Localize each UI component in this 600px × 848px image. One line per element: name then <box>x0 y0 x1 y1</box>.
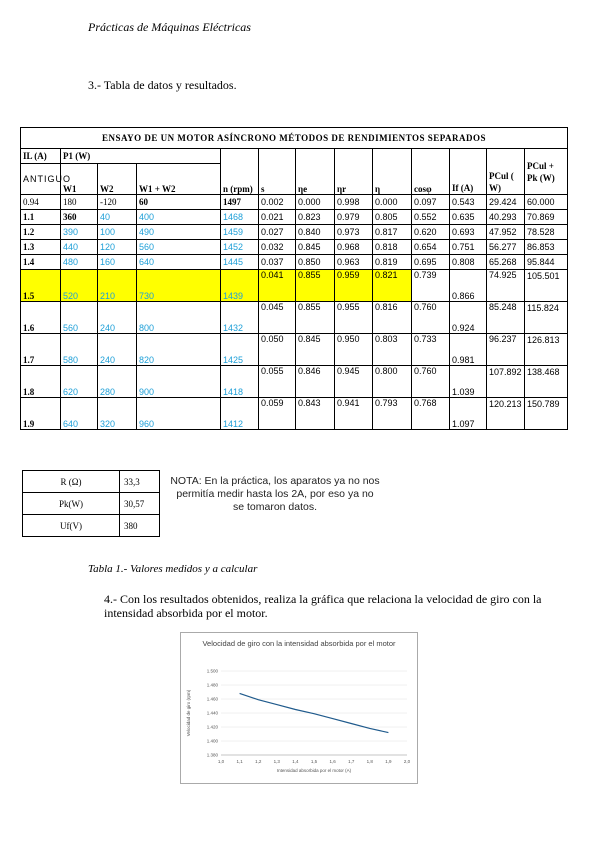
cell-if: 0.635 <box>450 210 487 225</box>
chart-y-tick-label: 1.420 <box>206 724 218 730</box>
cell-cos-phi: 0.739 <box>412 270 450 302</box>
cell-pcul-pk: 95.844 <box>525 255 568 270</box>
table-row <box>21 334 568 366</box>
chart-x-tick-label: 1,5 <box>310 759 318 764</box>
chart-x-tick-label: 1,4 <box>292 759 299 764</box>
cell-pcul: 85.248 <box>487 302 525 334</box>
cell-pcul: 40.293 <box>487 210 525 225</box>
chart-title: Velocidad de giro con la intensidad absorbida por el motor <box>202 639 396 648</box>
cell-s: 0.059 <box>259 398 296 430</box>
cell-w12: 820 <box>137 334 221 366</box>
chart-y-tick-label: 1.480 <box>206 682 218 688</box>
cell-eta-r: 0.941 <box>335 398 373 430</box>
chart-y-tick-label: 1.380 <box>206 752 218 758</box>
cell-w2: 40 <box>98 210 137 225</box>
cell-eta-r: 0.973 <box>335 225 373 240</box>
cell-w2: 100 <box>98 225 137 240</box>
param-pk-label: Pk(W) <box>23 493 120 515</box>
cell-eta-e: 0.850 <box>296 255 335 270</box>
table-row-highlighted <box>21 270 568 302</box>
cell-w2: 210 <box>98 270 137 302</box>
cell-eta-r: 0.950 <box>335 334 373 366</box>
cell-il: 1.2 <box>21 225 61 240</box>
chart-x-tick-label: 1,9 <box>385 759 392 764</box>
chart-y-tick-label: 1.400 <box>206 738 218 744</box>
cell-cos-phi: 0.695 <box>412 255 450 270</box>
chart-x-tick-label: 2,0 <box>403 759 411 764</box>
cell-eta: 0.817 <box>373 225 412 240</box>
param-r-label: R (Ω) <box>23 471 120 493</box>
cell-n: 1439 <box>221 270 259 302</box>
table-row <box>21 302 568 334</box>
cell-w12: 60 <box>137 195 221 210</box>
cell-eta: 0.800 <box>373 366 412 398</box>
cell-s: 0.055 <box>259 366 296 398</box>
cell-s: 0.027 <box>259 225 296 240</box>
cell-w1: 520 <box>61 270 98 302</box>
cell-cos-phi: 0.733 <box>412 334 450 366</box>
cell-cos-phi: 0.760 <box>412 302 450 334</box>
chart-y-tick-label: 1.500 <box>206 668 218 674</box>
cell-w2: 120 <box>98 240 137 255</box>
cell-eta-e: 0.846 <box>296 366 335 398</box>
cell-w2: 320 <box>98 398 137 430</box>
cell-w2: 240 <box>98 302 137 334</box>
chart-x-tick-label: 1,2 <box>255 759 262 764</box>
cell-w2: 240 <box>98 334 137 366</box>
chart-y-axis-label: Velocidad de giro (rpm) <box>186 689 191 737</box>
cell-s: 0.021 <box>259 210 296 225</box>
cell-s: 0.045 <box>259 302 296 334</box>
table-row <box>21 210 568 225</box>
cell-if: 0.543 <box>450 195 487 210</box>
chart-x-tick-label: 1,6 <box>329 759 336 764</box>
table-row <box>21 255 568 270</box>
cell-n: 1412 <box>221 398 259 430</box>
cell-pcul: 56.277 <box>487 240 525 255</box>
page-header: Prácticas de Máquinas Eléctricas <box>88 20 251 34</box>
cell-n: 1432 <box>221 302 259 334</box>
cell-eta-e: 0.855 <box>296 302 335 334</box>
cell-il: 1.7 <box>21 334 61 366</box>
chart-x-tick-label: 1,0 <box>217 759 225 764</box>
cell-eta-r: 0.955 <box>335 302 373 334</box>
cell-s: 0.041 <box>259 270 296 302</box>
cell-il: 0.94 <box>21 195 61 210</box>
cell-if: 0.924 <box>450 302 487 334</box>
cell-eta-e: 0.843 <box>296 398 335 430</box>
cell-eta-r: 0.945 <box>335 366 373 398</box>
cell-pcul-pk: 60.000 <box>525 195 568 210</box>
cell-w12: 900 <box>137 366 221 398</box>
cell-cos-phi: 0.768 <box>412 398 450 430</box>
cell-s: 0.050 <box>259 334 296 366</box>
cell-n: 1497 <box>221 195 259 210</box>
section-3-title: 3.- Tabla de datos y resultados. <box>88 78 237 92</box>
cell-eta-e: 0.840 <box>296 225 335 240</box>
cell-n: 1418 <box>221 366 259 398</box>
cell-cos-phi: 0.097 <box>412 195 450 210</box>
param-uf-value: 380 <box>120 515 160 537</box>
cell-s: 0.002 <box>259 195 296 210</box>
header-eta: η <box>373 149 412 195</box>
cell-pcul: 107.892 <box>487 366 525 398</box>
cell-pcul-pk: 86.853 <box>525 240 568 255</box>
param-uf-label: Uf(V) <box>23 515 120 537</box>
cell-pcul: 74.925 <box>487 270 525 302</box>
cell-eta-r: 0.963 <box>335 255 373 270</box>
cell-eta: 0.793 <box>373 398 412 430</box>
chart-y-tick-label: 1.440 <box>206 710 218 716</box>
cell-pcul-pk: 78.528 <box>525 225 568 240</box>
header-antiguo: ANTIGUO <box>21 164 61 195</box>
cell-if: 0.751 <box>450 240 487 255</box>
cell-il: 1.8 <box>21 366 61 398</box>
cell-pcul-pk: 138.468 <box>525 366 568 398</box>
cell-w12: 490 <box>137 225 221 240</box>
cell-eta: 0.816 <box>373 302 412 334</box>
cell-eta-e: 0.855 <box>296 270 335 302</box>
cell-eta-r: 0.968 <box>335 240 373 255</box>
cell-eta-r: 0.998 <box>335 195 373 210</box>
cell-il: 1.5 <box>21 270 61 302</box>
cell-eta: 0.821 <box>373 270 412 302</box>
cell-pcul: 29.424 <box>487 195 525 210</box>
cell-pcul-pk: 115.824 <box>525 302 568 334</box>
cell-cos-phi: 0.760 <box>412 366 450 398</box>
parameters-table <box>22 470 160 537</box>
cell-if: 0.693 <box>450 225 487 240</box>
cell-w1: 390 <box>61 225 98 240</box>
cell-w1: 360 <box>61 210 98 225</box>
cell-pcul-pk: 105.501 <box>525 270 568 302</box>
cell-eta-r: 0.959 <box>335 270 373 302</box>
chart-x-tick-label: 1,3 <box>273 759 280 764</box>
header-w1w2: W1 + W2 <box>137 164 221 195</box>
cell-eta: 0.819 <box>373 255 412 270</box>
cell-n: 1468 <box>221 210 259 225</box>
header-cos-phi: cosφ <box>412 149 450 195</box>
chart-plot <box>181 633 417 783</box>
cell-eta-r: 0.979 <box>335 210 373 225</box>
table-row <box>21 225 568 240</box>
cell-il: 1.4 <box>21 255 61 270</box>
cell-w12: 640 <box>137 255 221 270</box>
cell-pcul-pk: 70.869 <box>525 210 568 225</box>
cell-w12: 560 <box>137 240 221 255</box>
table-row <box>21 398 568 430</box>
header-s: s <box>259 149 296 195</box>
cell-w1: 580 <box>61 334 98 366</box>
cell-pcul: 47.952 <box>487 225 525 240</box>
cell-eta-e: 0.823 <box>296 210 335 225</box>
cell-il: 1.1 <box>21 210 61 225</box>
cell-w12: 400 <box>137 210 221 225</box>
note-text: NOTA: En la práctica, los aparatos ya no nos permitía medir hasta los 2A, por eso ya no se tomaron datos. <box>170 475 380 513</box>
chart-x-tick-label: 1,1 <box>236 759 243 764</box>
cell-if: 1.039 <box>450 366 487 398</box>
header-eta-r: ηr <box>335 149 373 195</box>
table-row <box>21 240 568 255</box>
cell-cos-phi: 0.654 <box>412 240 450 255</box>
chart-x-tick-label: 1,8 <box>366 759 373 764</box>
cell-eta-e: 0.845 <box>296 334 335 366</box>
chart-x-axis-label: Intensidad absorbida por el motor (A) <box>276 768 352 773</box>
cell-eta: 0.805 <box>373 210 412 225</box>
header-w2: W2 <box>98 164 137 195</box>
cell-if: 0.866 <box>450 270 487 302</box>
results-table <box>20 127 568 430</box>
header-n: n (rpm) <box>221 149 259 195</box>
table-title: ENSAYO DE UN MOTOR ASÍNCRONO MÉTODOS DE RENDIMIENTOS SEPARADOS <box>21 128 568 149</box>
cell-if: 0.808 <box>450 255 487 270</box>
cell-eta: 0.000 <box>373 195 412 210</box>
cell-pcul: 120.213 <box>487 398 525 430</box>
cell-cos-phi: 0.620 <box>412 225 450 240</box>
cell-w2: -120 <box>98 195 137 210</box>
cell-pcul: 65.268 <box>487 255 525 270</box>
cell-eta: 0.818 <box>373 240 412 255</box>
cell-w1: 480 <box>61 255 98 270</box>
cell-eta-e: 0.845 <box>296 240 335 255</box>
cell-w12: 730 <box>137 270 221 302</box>
cell-w1: 620 <box>61 366 98 398</box>
cell-il: 1.9 <box>21 398 61 430</box>
table-caption: Tabla 1.- Valores medidos y a calcular <box>88 563 258 575</box>
table-row <box>21 366 568 398</box>
cell-w1: 640 <box>61 398 98 430</box>
cell-w1: 180 <box>61 195 98 210</box>
header-w1: W1 <box>61 164 98 195</box>
header-p1: P1 (W) <box>61 149 221 164</box>
section-4-text: 4.- Con los resultados obtenidos, realiza la gráfica que relaciona la velocidad de giro con la intensidad absorbida por el motor. <box>104 592 542 620</box>
cell-w12: 800 <box>137 302 221 334</box>
cell-pcul-pk: 150.789 <box>525 398 568 430</box>
param-pk-value: 30,57 <box>120 493 160 515</box>
cell-w2: 280 <box>98 366 137 398</box>
cell-il: 1.6 <box>21 302 61 334</box>
cell-cos-phi: 0.552 <box>412 210 450 225</box>
chart-y-tick-label: 1.460 <box>206 696 218 702</box>
param-r-value: 33,3 <box>120 471 160 493</box>
cell-pcul-pk: 126.813 <box>525 334 568 366</box>
cell-w2: 160 <box>98 255 137 270</box>
header-pcul: PCul ( W) <box>487 149 525 195</box>
chart-x-tick-label: 1,7 <box>348 759 355 764</box>
cell-if: 1.097 <box>450 398 487 430</box>
cell-n: 1452 <box>221 240 259 255</box>
speed-current-chart <box>180 632 418 784</box>
header-eta-e: ηe <box>296 149 335 195</box>
cell-w1: 560 <box>61 302 98 334</box>
cell-il: 1.3 <box>21 240 61 255</box>
header-if: If (A) <box>450 149 487 195</box>
cell-w12: 960 <box>137 398 221 430</box>
table-row <box>21 195 568 210</box>
cell-if: 0.981 <box>450 334 487 366</box>
cell-eta: 0.803 <box>373 334 412 366</box>
cell-s: 0.037 <box>259 255 296 270</box>
cell-n: 1445 <box>221 255 259 270</box>
cell-eta-e: 0.000 <box>296 195 335 210</box>
cell-n: 1459 <box>221 225 259 240</box>
cell-s: 0.032 <box>259 240 296 255</box>
header-il: IL (A) <box>21 149 61 164</box>
header-pcul-pk: PCul + Pk (W) <box>525 149 568 195</box>
cell-n: 1425 <box>221 334 259 366</box>
cell-pcul: 96.237 <box>487 334 525 366</box>
cell-w1: 440 <box>61 240 98 255</box>
